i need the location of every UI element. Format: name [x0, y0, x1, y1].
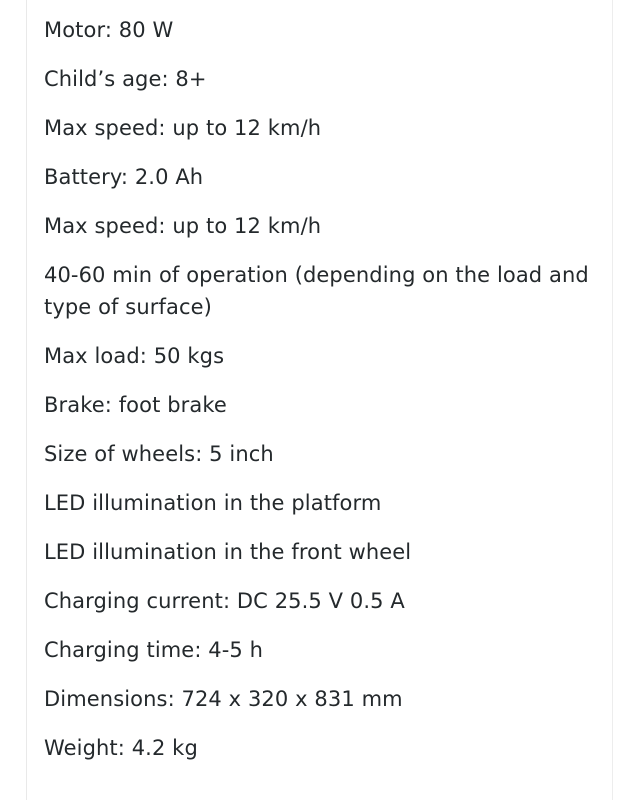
list-item: LED illumination in the front wheel: [44, 540, 412, 564]
list-item: Max load: 50 kgs: [44, 344, 225, 368]
list-item: Max speed: up to 12 km/h: [44, 116, 322, 140]
left-margin: [0, 0, 27, 800]
list-item: Size of wheels: 5 inch: [44, 442, 274, 466]
list-item: Child’s age: 8+: [44, 67, 207, 91]
list-item: Motor: 80 W: [44, 18, 174, 42]
list-item: Weight: 4.2 kg: [44, 736, 198, 760]
list-item: Battery: 2.0 Ah: [44, 165, 204, 189]
list-item: Max speed: up to 12 km/h: [44, 214, 322, 238]
list-item: Brake: foot brake: [44, 393, 227, 417]
list-item: Charging current: DC 25.5 V 0.5 A: [44, 589, 405, 613]
list-item: Dimensions: 724 x 320 x 831 mm: [44, 687, 403, 711]
list-item: LED illumination in the platform: [44, 491, 382, 515]
list-item: 40-60 min of operation (depending on the load and type of surface): [44, 263, 589, 319]
specification-list: [44, 14, 592, 764]
right-margin: [612, 0, 631, 800]
list-item: Charging time: 4-5 h: [44, 638, 264, 662]
